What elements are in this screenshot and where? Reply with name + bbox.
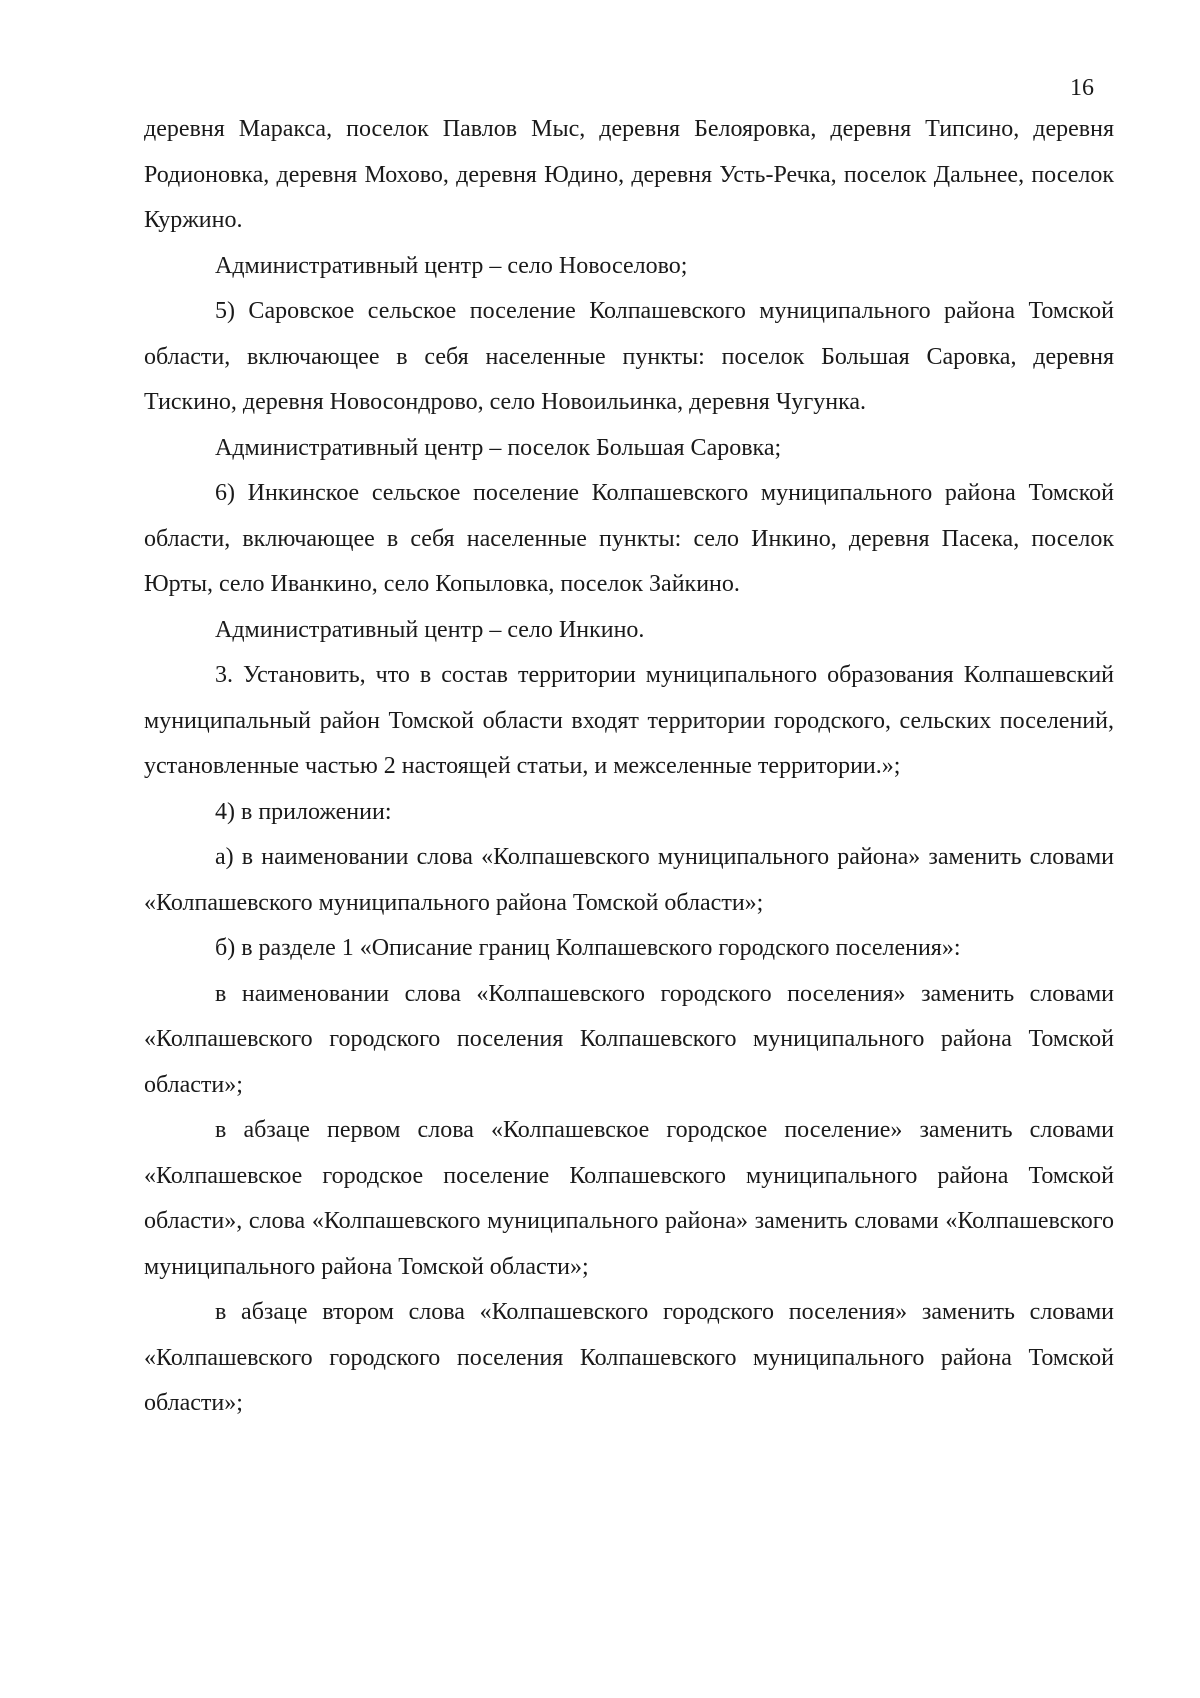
- paragraph-second-abzac: в абзаце втором слова «Колпашевского городского поселения» заменить словами «Колпашевского городского поселения Колпашевского муниципального района Томской области»;: [144, 1299, 1114, 1416]
- paragraph-admin-center-bolshaya-sarovka: Административный центр – поселок Большая Саровка;: [215, 434, 782, 461]
- paragraph-item-b: б) в разделе 1 «Описание границ Колпашевского городского поселения»:: [215, 935, 961, 961]
- paragraph-in-name: в наименовании слова «Колпашевского городского поселения» заменить словами «Колпашевского городского поселения Колпашевского муниципального района Томской области»;: [144, 980, 1114, 1098]
- paragraph-admin-center-novoselovo: Административный центр – село Новоселово;: [215, 252, 688, 279]
- paragraph-villages-list: деревня Маракса, поселок Павлов Мыс, деревня Белояровка, деревня Типсино, деревня Родионовка, деревня Мохово, деревня Юдино, деревня Усть-Речка, поселок Дальнее, поселок Куржино.: [144, 116, 1114, 233]
- paragraph-inkinskoe-settlement: 6) Инкинское сельское поселение Колпашевского муниципального района Томской области, включающее в себя населенные пункты: село Инкино, деревня Пасека, поселок Юрты, село Иванкино, село Копыловка, поселок Зайкино.: [144, 480, 1114, 597]
- document-body: [144, 107, 1114, 1427]
- paragraph-admin-center-inkino: Административный центр – село Инкино.: [215, 616, 645, 643]
- paragraph-sarovskoe-settlement: 5) Саровское сельское поселение Колпашевского муниципального района Томской области, включающее в себя населенные пункты: поселок Большая Саровка, деревня Тискино, деревня Новосондрово, село Новоильинка, деревня Чугунка.: [144, 298, 1114, 415]
- page-number: 16: [1070, 75, 1094, 101]
- paragraph-item-a: а) в наименовании слова «Колпашевского муниципального района» заменить словами «Колпашевского муниципального района Томской области»;: [144, 844, 1114, 916]
- paragraph-in-appendix: 4) в приложении:: [215, 798, 392, 825]
- paragraph-first-abzac: в абзаце первом слова «Колпашевское городское поселение» заменить словами «Колпашевское городское поселение Колпашевского муниципального района Томской области», слова «Колпашевского муниципального района» заменить словами «Колпашевского муниципального района Томской области»;: [144, 1117, 1114, 1280]
- paragraph-territory-composition: 3. Установить, что в состав территории муниципального образования Колпашевский муниципальный район Томской области входят территории городского, сельских поселений, установленные частью 2 настоящей статьи, и межселенные территории.»;: [144, 662, 1114, 779]
